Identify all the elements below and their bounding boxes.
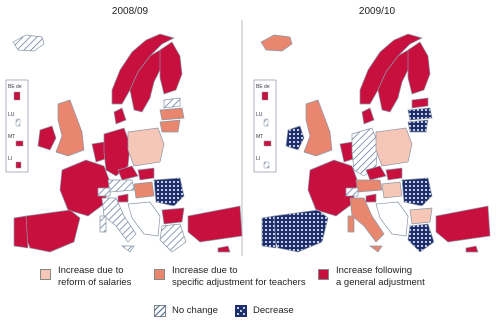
map-2008-09 <box>4 20 244 256</box>
region-austria <box>356 180 382 192</box>
region-ireland <box>38 126 56 150</box>
region-ireland <box>286 126 304 150</box>
region-romania <box>402 178 432 206</box>
legend-swatch-general-adjustment <box>318 269 329 280</box>
region-estonia <box>164 98 180 108</box>
region-iceland <box>13 35 44 51</box>
region-poland <box>128 128 164 166</box>
inset-label-li: LI <box>256 156 261 162</box>
legend-label-decrease: Decrease <box>253 305 294 316</box>
region-latvia <box>160 108 184 120</box>
legend-label-no-change: No change <box>172 305 218 316</box>
region-estonia <box>412 98 428 108</box>
region-lithuania <box>160 120 180 132</box>
inset-label-be: BE de <box>8 84 22 90</box>
region-switzerland <box>98 188 110 196</box>
region-sicily <box>122 246 134 252</box>
region-finland <box>160 42 182 94</box>
region-switzerland <box>346 188 358 196</box>
legend-swatch-no-change <box>154 305 166 317</box>
legend-label-salary-reform: Increase due to reform of salaries <box>58 265 132 288</box>
region-greece <box>408 224 434 252</box>
legend-swatch-decrease <box>235 305 247 317</box>
region-hungary <box>134 182 154 198</box>
region-cyprus <box>218 246 230 252</box>
region-slovenia <box>366 194 376 202</box>
region-austria <box>108 180 134 192</box>
region-poland <box>376 128 412 166</box>
region-portugal <box>262 216 276 248</box>
legend-swatch-salary-reform <box>40 269 51 280</box>
region-slovakia <box>386 168 402 180</box>
region-sardinia <box>100 216 106 232</box>
region-portugal <box>14 216 28 248</box>
region-romania <box>154 178 184 206</box>
region-latvia <box>408 108 432 120</box>
legend-label-teacher-adjustment: Increase due to specific adjustment for teachers <box>172 265 306 288</box>
region-turkey <box>436 206 490 242</box>
region-uk <box>56 100 84 156</box>
inset-label-be: BE de <box>256 84 270 90</box>
panel-title-left: 2008/09 <box>111 6 149 17</box>
region-lithuania <box>408 120 428 132</box>
region-spain <box>24 210 80 252</box>
region-spain <box>272 210 328 252</box>
region-hungary <box>382 182 402 198</box>
region-bulgaria <box>410 208 432 224</box>
map-2009-10 <box>252 20 492 256</box>
region-bulgaria <box>162 208 184 224</box>
inset-label-lu: LU <box>256 112 263 118</box>
region-greece <box>160 224 186 252</box>
inset-label-mt: MT <box>256 134 264 140</box>
region-denmark <box>114 108 126 124</box>
region-slovenia <box>118 194 128 202</box>
region-sicily <box>370 246 382 252</box>
region-iceland <box>261 35 292 51</box>
region-sardinia <box>348 216 354 232</box>
region-slovakia <box>138 168 154 180</box>
legend-label-general-adjustment: Increase following a general adjustment <box>336 265 425 288</box>
region-finland <box>408 42 430 94</box>
panel-title-right: 2009/10 <box>358 6 396 17</box>
region-cyprus <box>466 246 478 252</box>
region-turkey <box>188 206 242 242</box>
region-uk <box>304 100 332 156</box>
inset-label-mt: MT <box>8 134 16 140</box>
inset-label-li: LI <box>8 156 13 162</box>
legend-swatch-teacher-adjustment <box>154 269 165 280</box>
region-denmark <box>362 108 374 124</box>
inset-label-lu: LU <box>8 112 15 118</box>
